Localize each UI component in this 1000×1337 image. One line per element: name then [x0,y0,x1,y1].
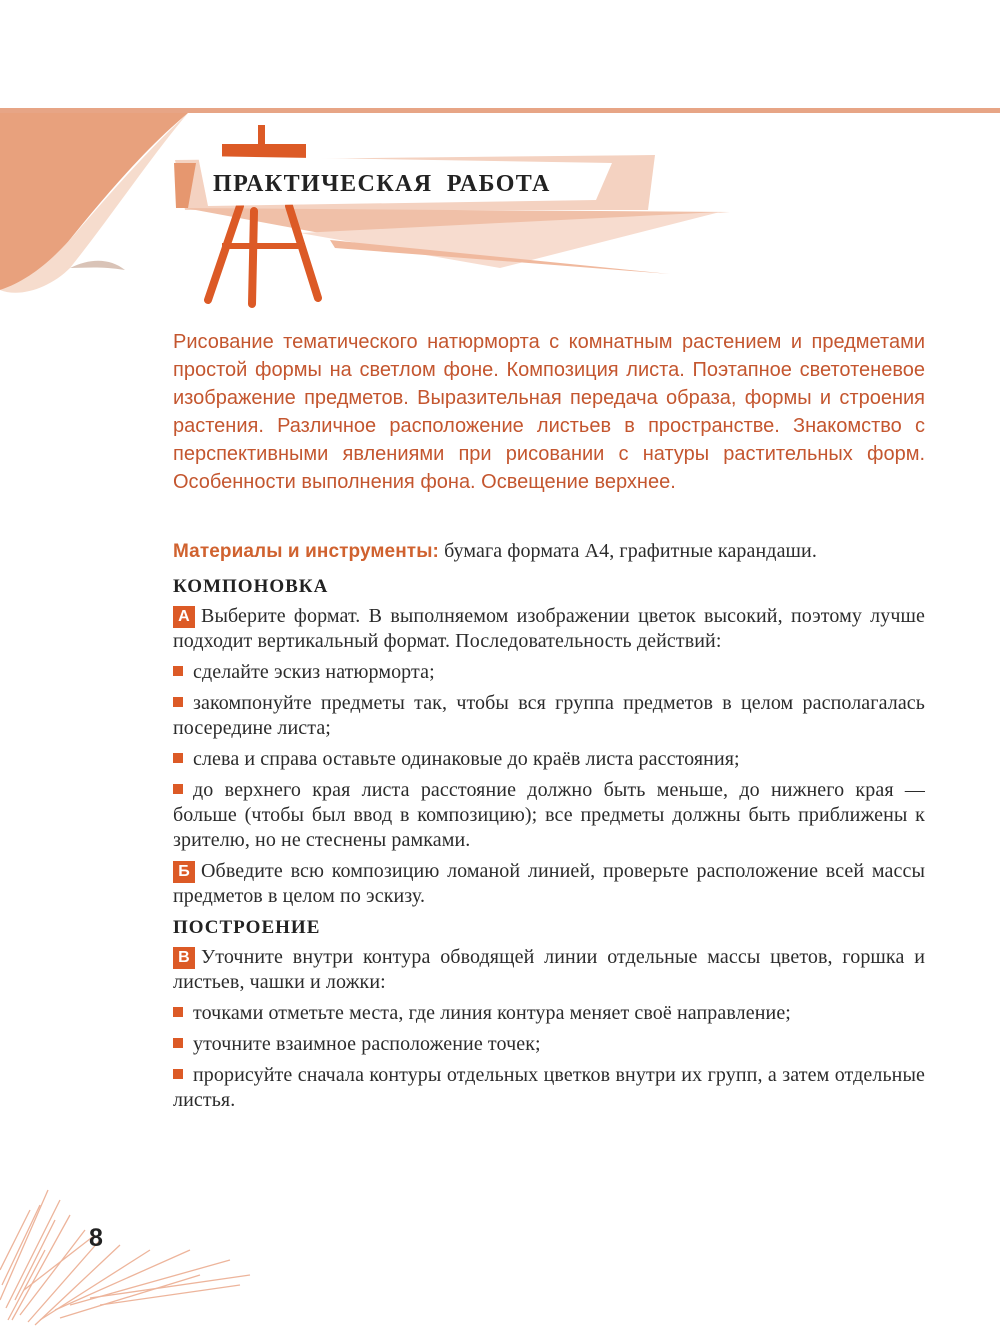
square-bullet-icon [173,666,183,676]
materials-text: бумага формата А4, графитные карандаши. [444,540,817,562]
square-bullet-icon [173,753,183,763]
list-item-text: слева и справа оставьте одинаковые до краёв листа расстояния; [193,748,740,770]
square-bullet-icon [173,697,183,707]
step-v-text: Уточните внутри контура обводящей линии отдельные массы цветов, горшка и листьев, чашки и ложки: [173,946,925,993]
list-item-text: прорисуйте сначала контуры отдельных цветков внутри их групп, а затем отдельные листья. [173,1064,925,1111]
square-bullet-icon [173,784,183,794]
page-title: ПРАКТИЧЕСКАЯ РАБОТА [213,171,551,197]
header-decoration [0,108,1000,318]
square-bullet-icon [173,1007,183,1017]
list-item-text: сделайте эскиз натюрморта; [193,661,435,683]
list-item [173,747,925,772]
step-b-text: Обведите всю композицию ломаной линией, проверьте расположение всей массы предметов в целом по эскизу. [173,860,925,907]
main-content [173,539,925,1119]
square-bullet-icon [173,1069,183,1079]
list-item [173,778,925,853]
step-badge-v: В [173,947,195,969]
section-heading-composition: КОМПОНОВКА [173,576,329,597]
materials-label: Материалы и инструменты: [173,541,439,562]
pencil-hatching-decoration [0,1180,260,1330]
page-curl-decoration [0,113,188,293]
list-item [173,691,925,741]
materials-line [173,539,925,564]
list-item-text: до верхнего края листа расстояние должно быть меньше, до нижнего края — больше (чтобы был ввод в композицию); все предметы должны быть приближены к зрителю, но не стеснены рамками. [173,779,925,851]
list-item-text: точками отметьте места, где линия контура меняет своё направление; [193,1002,791,1024]
step-a-text: Выберите формат. В выполняемом изображении цветок высокий, поэтому лучше подходит вертикальный формат. Последовательность действий: [173,605,925,652]
square-bullet-icon [173,1038,183,1048]
list-item-text: закомпонуйте предметы так, чтобы вся группа предметов в целом располагалась посередине листа; [173,692,925,739]
page-number: 8 [89,1224,103,1252]
list-item [173,1032,925,1057]
step-badge-a: А [173,606,195,628]
step-b [173,859,925,909]
section-heading-construction: ПОСТРОЕНИЕ [173,917,321,938]
intro-paragraph: Рисование тематического натюрморта с комнатным растением и предметами простой формы на светлом фоне. Композиция листа. Поэтапное светотеневое изображение предметов. Выразительная передача образа, формы и строения растения. Различное расположение листьев в пространстве. Знакомство с перспективными явлениями при рисовании с натуры растительных форм. Особенности выполнения фона. Освещение верхнее. [173,331,925,493]
step-a [173,604,925,654]
step-v [173,945,925,995]
list-item-text: уточните взаимное расположение точек; [193,1033,541,1055]
list-item [173,1001,925,1026]
list-item [173,660,925,685]
list-item [173,1063,925,1113]
step-badge-b: Б [173,861,195,883]
